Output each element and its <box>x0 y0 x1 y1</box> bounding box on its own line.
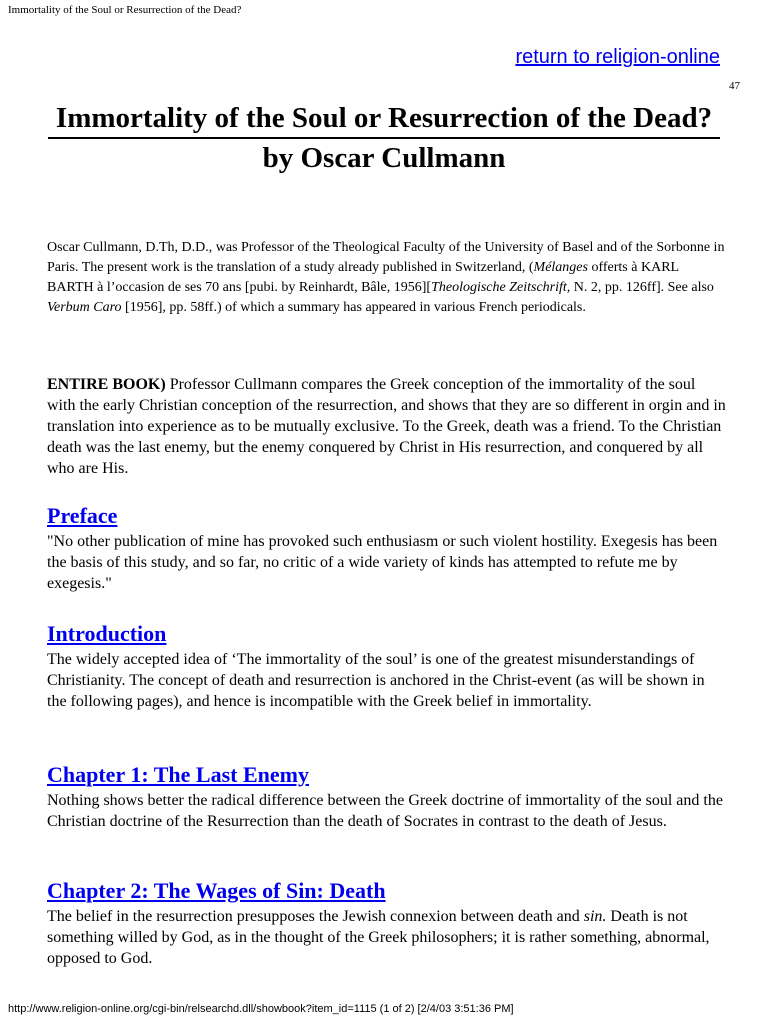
introduction-heading-link[interactable]: Introduction <box>47 621 167 646</box>
intro-text-4: [1956], pp. 58ff.) of which a summary has appeared in various French periodicals. <box>121 300 586 315</box>
entire-book-summary <box>47 374 727 479</box>
intro-zeitschrift: Theologische Zeitschrift, <box>431 280 571 295</box>
chapter-2-summary <box>47 906 727 969</box>
entire-book-text: Professor Cullmann compares the Greek conception of the immortality of the soul with the early Christian conception of the resurrection, and shows that they are so different in orgin and in translation into experience as to be mutually exclusive. To the Greek, death was a friend. To the Christian death was the last enemy, but the enemy conquered by Christ in His resurrection, and conquered by all who are His. <box>47 376 726 477</box>
chapter-2-text-1: The belief in the resurrection presupposes the Jewish connexion between death and <box>47 908 584 925</box>
section-introduction <box>47 621 727 712</box>
section-chapter-2 <box>47 878 727 969</box>
chapter-2-sin: sin. <box>583 908 607 925</box>
intro-verbum-caro: Verbum Caro <box>47 300 122 315</box>
title-block <box>48 100 720 176</box>
chapter-2-text-2: Death is not something willed by God, as in the thought of the Greek philosophers; it is rather something, abnormal, opposed to God. <box>47 908 710 967</box>
entire-book-label: ENTIRE BOOK) <box>47 376 166 393</box>
intro-text-3: N. 2, pp. 126ff]. See also <box>570 280 714 295</box>
preface-heading-link[interactable]: Preface <box>47 503 118 528</box>
intro-melanges: Mélanges <box>533 260 588 275</box>
chapter-2-heading-link[interactable]: Chapter 2: The Wages of Sin: Death <box>47 878 386 903</box>
intro-text-2: offerts à KARL BARTH à l’occasion de ses 70 ans [pubi. by Reinhardt, Bâle, 1956][ <box>47 260 679 295</box>
author-line: by Oscar Cullmann <box>262 142 506 174</box>
preface-summary: "No other publication of mine has provoked such enthusiasm or such violent hostility. Exegesis has been the basis of this study, and so far, no critic of a wide variety of kinds has attempted to refute me by exegesis." <box>47 533 718 592</box>
print-header: Immortality of the Soul or Resurrection of the Dead? <box>8 4 242 16</box>
page-title: Immortality of the Soul or Resurrection of the Dead? <box>48 100 720 139</box>
section-chapter-1 <box>47 762 727 832</box>
intro-text-1: Oscar Cullmann, D.Th, D.D., was Professor of the Theological Faculty of the University of Basel and of the Sorbonne in Paris. The present work is the translation of a study already published in Switzerland, ( <box>47 240 725 275</box>
page-number: 47 <box>729 80 740 92</box>
return-to-religion-online-link[interactable]: return to religion-online <box>515 46 720 68</box>
introduction-summary: The widely accepted idea of ‘The immortality of the soul’ is one of the greatest misunderstandings of Christianity. The concept of death and resurrection is anchored in the Christ-event (as will be shown in the following pages), and hence is incompatible with the Greek belief in immortality. <box>47 651 705 710</box>
section-preface <box>47 503 727 594</box>
author-intro-paragraph <box>47 238 727 318</box>
print-footer: http://www.religion-online.org/cgi-bin/relsearchd.dll/showbook?item_id=1115 (1 of 2) [2/4/03 3:51:36 PM] <box>8 1003 514 1015</box>
chapter-1-heading-link[interactable]: Chapter 1: The Last Enemy <box>47 762 309 787</box>
chapter-1-summary: Nothing shows better the radical difference between the Greek doctrine of immortality of the soul and the Christian doctrine of the Resurrection than the death of Socrates in contrast to the death of Jesus. <box>47 792 723 830</box>
